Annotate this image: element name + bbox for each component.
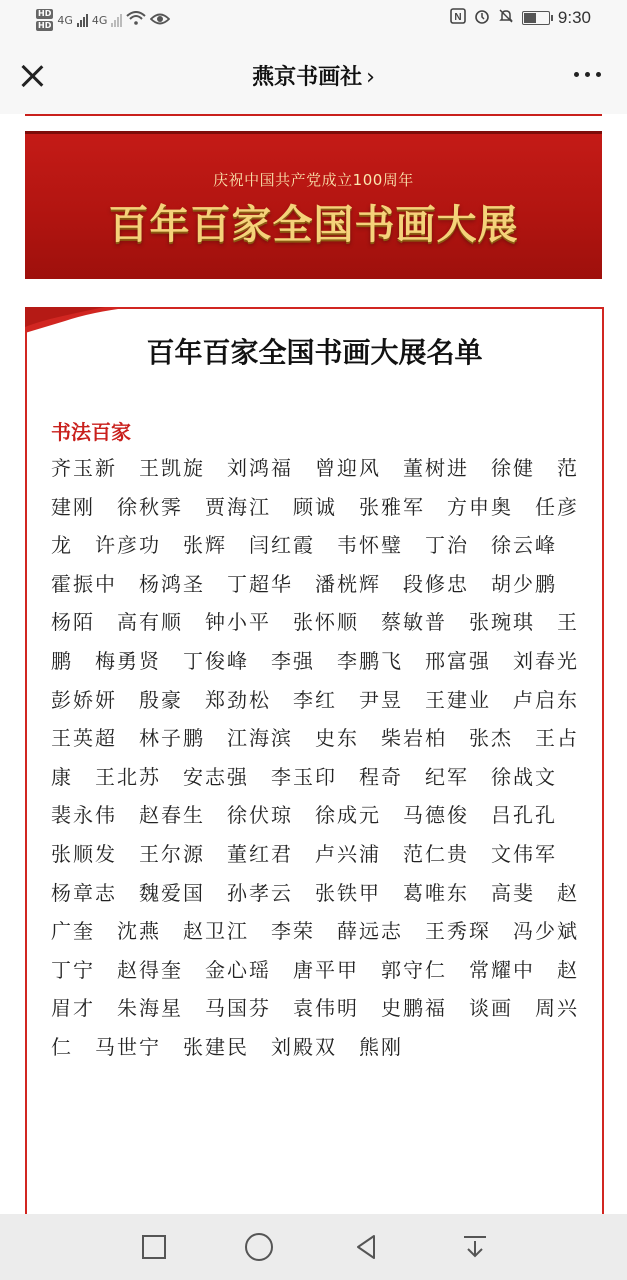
status-left <box>36 4 170 36</box>
list-title: 百年百家全国书画大展名单 <box>146 336 483 369</box>
signal-icon-1 <box>77 13 88 27</box>
status-bar <box>0 0 627 40</box>
article-content <box>0 114 627 1214</box>
chevron-right-icon: › <box>366 65 375 90</box>
eye-icon <box>150 12 170 29</box>
page-title[interactable] <box>0 60 627 91</box>
ribbon-decoration <box>25 307 135 333</box>
nav-bar <box>0 40 627 114</box>
download-button[interactable] <box>460 1232 490 1262</box>
clock: 9:30 <box>557 8 591 27</box>
nfc-icon <box>450 8 466 28</box>
name-list: 齐玉新 王凯旋 刘鸿福 曾迎风 董树进 徐健 范建刚 徐秋霁 贾海江 顾诚 张雅军 方申奥 任彦龙 许彦功 张辉 闫红霞 韦怀璧 丁治 徐云峰 霍振中 杨鸿圣 丁超华 潘桄辉 段修忠 胡少鹏 杨陌 高有顺 钟小平 张怀顺 蔡敏普 张琬琪 王鹏 梅勇贤 丁俊峰 李强 李鹏飞 邢富强 刘春光 彭娇妍 殷豪 郑劲松 李红 尹昱 王建业 卢启东 王英超 林子鹏 江海滨 史东 柴岩柏 张杰 王占康 王北苏 安志强 李玉印 程奇 纪军 徐战文 裴永伟 赵春生 徐伏琼 徐成元 马德俊 吕孔孔 张顺发 王尔源 董红君 卢兴浦 范仁贵 文伟军 杨章志 魏爱国 孙孝云 张铁甲 葛唯东 高斐 赵广奎 沈燕 赵卫江 李荣 薛远志 王秀琛 冯少斌 丁宁 赵得奎 金心瑶 唐平甲 郭守仁 常耀中 赵眉才 朱海星 马国芬 袁伟明 史鹏福 谈画 周兴仁 马世宁 张建民 刘殿双 熊刚 <box>51 456 601 1059</box>
signal-icon-2 <box>111 13 122 27</box>
system-nav-bar <box>0 1214 627 1280</box>
alarm-icon <box>474 8 490 28</box>
list-card <box>25 307 604 1214</box>
divider <box>25 114 602 116</box>
banner-image <box>25 131 602 279</box>
section-title: 书法百家 <box>51 420 131 444</box>
banner-subtitle: 庆祝中国共产党成立100周年 <box>213 171 414 189</box>
status-right <box>450 8 591 28</box>
hd-badge-2: HD <box>38 21 52 30</box>
more-icon[interactable] <box>574 72 601 77</box>
square-button[interactable] <box>139 1232 169 1262</box>
network-type-2: 4G <box>91 13 108 27</box>
svg-text:N: N <box>454 12 462 23</box>
battery-icon <box>522 11 550 25</box>
network-type-1: 4G <box>57 13 73 27</box>
hd-badge-1: HD <box>38 9 52 18</box>
home-button[interactable] <box>244 1232 274 1262</box>
banner-title: 百年百家全国书画大展 <box>108 202 519 248</box>
back-icon <box>352 1232 382 1262</box>
download-icon <box>460 1232 490 1262</box>
wifi-icon <box>126 11 146 29</box>
back-button[interactable] <box>352 1232 382 1262</box>
nav-title-text: 燕京书画社 <box>252 65 363 90</box>
mute-icon <box>498 8 514 28</box>
